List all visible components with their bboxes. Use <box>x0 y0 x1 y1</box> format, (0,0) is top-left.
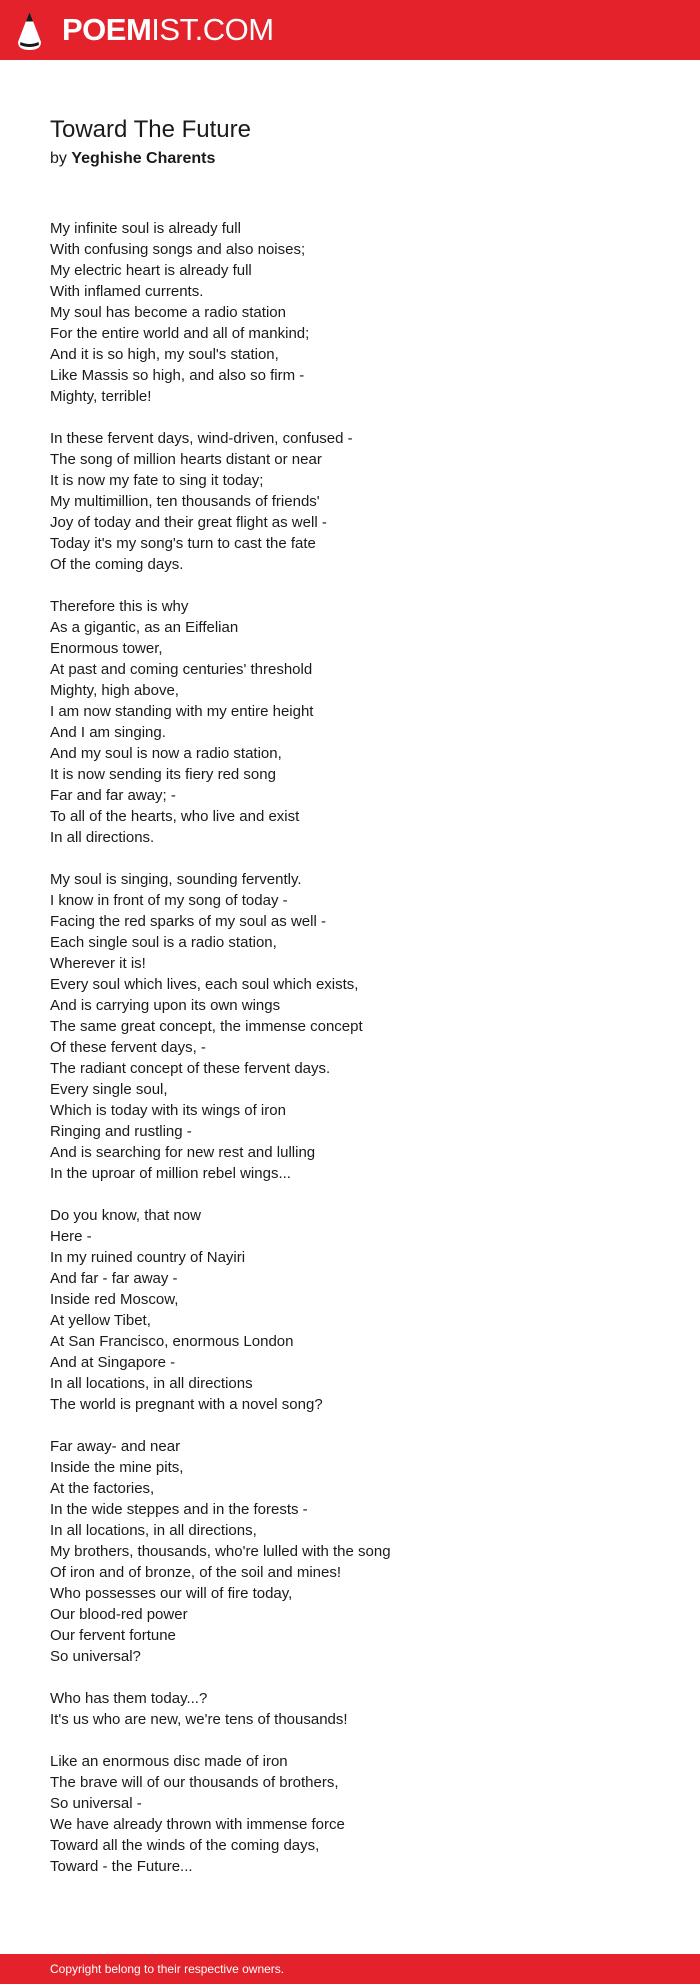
poem-line: In the wide steppes and in the forests - <box>50 1501 308 1518</box>
poem-line: As a gigantic, as an Eiffelian <box>50 619 239 636</box>
author-link[interactable]: Yeghishe Charents <box>71 150 216 167</box>
poem-line: Inside the mine pits, <box>50 1459 184 1476</box>
poem-line: And at Singapore - <box>50 1354 176 1371</box>
poem-line: Far and far away; - <box>50 787 176 804</box>
poem-line: To all of the hearts, who live and exist <box>50 808 300 825</box>
byline <box>50 147 215 171</box>
poem-line: Like Massis so high, and also so firm - <box>50 367 305 384</box>
poem-line: In all locations, in all directions, <box>50 1522 257 1539</box>
poem-line: I know in front of my song of today - <box>50 892 288 909</box>
poem-line: Inside red Moscow, <box>50 1291 179 1308</box>
site-logo[interactable] <box>62 10 274 50</box>
stanza <box>50 1688 670 1730</box>
poem-line: Therefore this is why <box>50 598 189 615</box>
poem-line: We have already thrown with immense force <box>50 1816 345 1833</box>
by-label: by <box>50 150 67 167</box>
poem-line: Mighty, high above, <box>50 682 179 699</box>
poem-line: Facing the red sparks of my soul as well - <box>50 913 326 930</box>
poem-line: In all locations, in all directions <box>50 1375 253 1392</box>
poem-line: And I am singing. <box>50 724 166 741</box>
poem-line: Wherever it is! <box>50 955 146 972</box>
poem-line: In all directions. <box>50 829 155 846</box>
poem-line: Our fervent fortune <box>50 1627 176 1644</box>
poem-line: The song of million hearts distant or near <box>50 451 322 468</box>
stanza <box>50 1436 670 1667</box>
poem-line: Each single soul is a radio station, <box>50 934 277 951</box>
poem-line: Every single soul, <box>50 1081 168 1098</box>
poem-line: Like an enormous disc made of iron <box>50 1753 288 1770</box>
poem-line: I am now standing with my entire height <box>50 703 314 720</box>
poem-line: Of the coming days. <box>50 556 184 573</box>
poem-line: Who has them today...? <box>50 1690 208 1707</box>
poem-line: So universal - <box>50 1795 142 1812</box>
poem-line: In the uproar of million rebel wings... <box>50 1165 291 1182</box>
poem-line: Which is today with its wings of iron <box>50 1102 286 1119</box>
poem-line: Today it's my song's turn to cast the fate <box>50 535 316 552</box>
poem-line: In my ruined country of Nayiri <box>50 1249 246 1266</box>
copyright-text: Copyright belong to their respective owners. <box>50 1962 285 1976</box>
poem-line: Far away- and near <box>50 1438 181 1455</box>
poem-line: My brothers, thousands, who're lulled with the song <box>50 1543 391 1560</box>
logo-bold-text: POEM <box>62 12 152 47</box>
stanza <box>50 1205 670 1415</box>
poem-line: The world is pregnant with a novel song? <box>50 1396 323 1413</box>
stanza <box>50 218 670 407</box>
poem-line: Of iron and of bronze, of the soil and mines! <box>50 1564 341 1581</box>
poem-line: Here - <box>50 1228 92 1245</box>
poem-line: My soul is singing, sounding fervently. <box>50 871 302 888</box>
poem-line: The radiant concept of these fervent days. <box>50 1060 331 1077</box>
poem-line: Enormous tower, <box>50 640 163 657</box>
poem-line: With confusing songs and also noises; <box>50 241 306 258</box>
poem-line: And is carrying upon its own wings <box>50 997 281 1014</box>
poem-line: Toward - the Future... <box>50 1858 193 1875</box>
poem-line: Toward all the winds of the coming days, <box>50 1837 320 1854</box>
poem-line: At yellow Tibet, <box>50 1312 151 1329</box>
site-header <box>0 0 700 60</box>
stanza <box>50 428 670 575</box>
poem-line: And my soul is now a radio station, <box>50 745 282 762</box>
poem-line: Our blood-red power <box>50 1606 188 1623</box>
poem-line: It is now my fate to sing it today; <box>50 472 264 489</box>
poem-line: Mighty, terrible! <box>50 388 152 405</box>
poem-line: It's us who are new, we're tens of thousands! <box>50 1711 348 1728</box>
poem-line: My multimillion, ten thousands of friends' <box>50 493 320 510</box>
poem-title: Toward The Future <box>50 116 251 143</box>
stanza <box>50 596 670 848</box>
poem-line: My soul has become a radio station <box>50 304 286 321</box>
stanza <box>50 869 670 1184</box>
poem-line: So universal? <box>50 1648 141 1665</box>
logo-light-text: IST.COM <box>151 12 274 47</box>
poem-line: Who possesses our will of fire today, <box>50 1585 293 1602</box>
poem-line: And is searching for new rest and lulling <box>50 1144 316 1161</box>
poem-line: With inflamed currents. <box>50 283 204 300</box>
poem-line: At the factories, <box>50 1480 155 1497</box>
poem-line: At past and coming centuries' threshold <box>50 661 313 678</box>
poem-line: Do you know, that now <box>50 1207 201 1224</box>
poem-line: My infinite soul is already full <box>50 220 241 237</box>
poem-line: At San Francisco, enormous London <box>50 1333 294 1350</box>
poem-line: For the entire world and all of mankind; <box>50 325 310 342</box>
poem-line: And far - far away - <box>50 1270 178 1287</box>
poem-line: Of these fervent days, - <box>50 1039 206 1056</box>
poem-line: The same great concept, the immense concept <box>50 1018 363 1035</box>
poem-line: Ringing and rustling - <box>50 1123 192 1140</box>
poem-line: It is now sending its fiery red song <box>50 766 276 783</box>
pencil-tip-icon[interactable] <box>17 11 42 51</box>
stanza <box>50 1751 670 1877</box>
poem-line: Joy of today and their great flight as well - <box>50 514 327 531</box>
poem-body <box>50 218 670 1898</box>
poem-line: In these fervent days, wind-driven, confused - <box>50 430 353 447</box>
site-footer <box>0 1954 700 1984</box>
poem-line: Every soul which lives, each soul which exists, <box>50 976 359 993</box>
poem-line: And it is so high, my soul's station, <box>50 346 279 363</box>
poem-line: My electric heart is already full <box>50 262 252 279</box>
poem-line: The brave will of our thousands of brothers, <box>50 1774 339 1791</box>
